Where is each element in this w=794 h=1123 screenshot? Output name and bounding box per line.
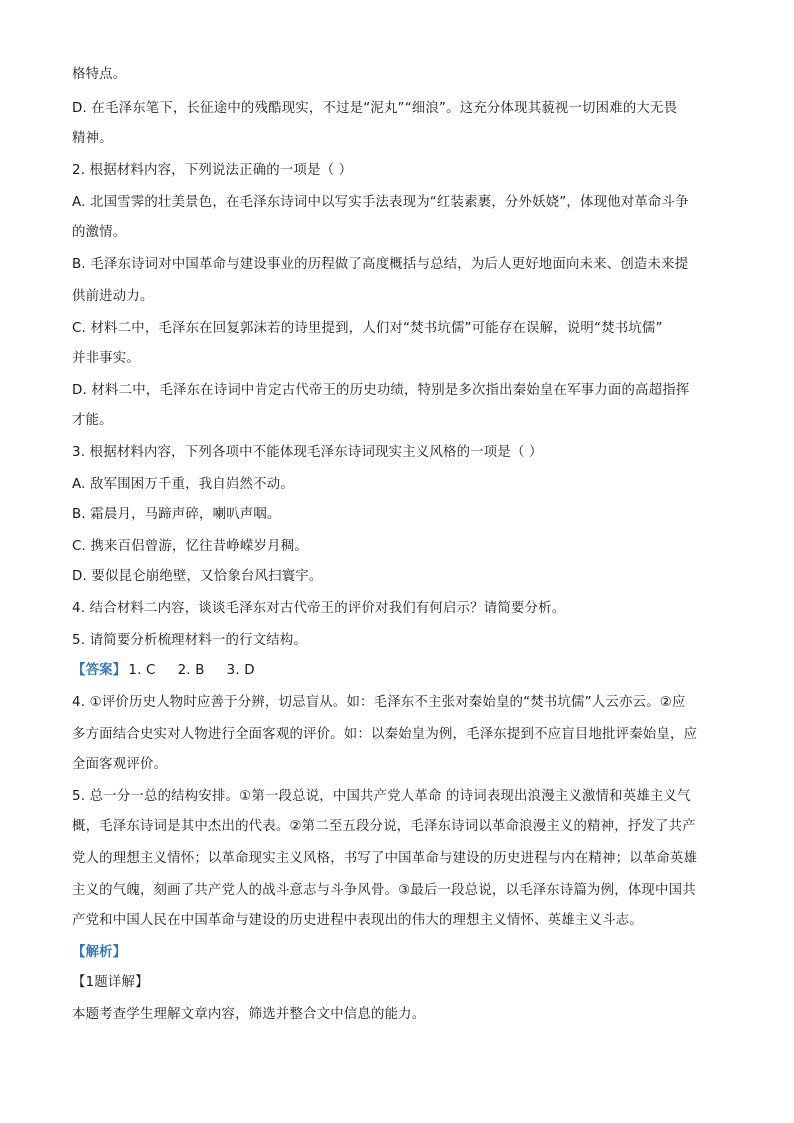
text-line: 全面客观评价。 (72, 757, 168, 772)
text-line: 党人的理想主义情怀；以革命现实主义风格，书写了中国革命与建设的历史进程与内在精神；以革命英雄 (72, 851, 698, 866)
option-d-line: D. 材料二中，毛泽东在诗词中肯定古代帝王的历史功绩，特别是多次指出秦始皇在军事力面的高超指挥 (72, 383, 690, 398)
text-line: 多方面结合史实对人物进行全面客观的评价。如：以秦始皇为例，毛泽东提到不应盲目地批评秦始皇，应 (72, 727, 698, 742)
text-line: 精神。 (72, 131, 113, 146)
option-b-line: B. 霜晨月，马蹄声碎，喇叭声咽。 (72, 507, 281, 522)
answer-label: 【答案】 (72, 663, 127, 678)
option-a-line: A. 敌军围困万千重，我自岿然不动。 (72, 477, 294, 492)
option-d-line: D. 要似昆仑崩绝壁，又恰象台风扫寰宇。 (72, 569, 323, 584)
detail-heading: 【1题详解】 (72, 975, 149, 990)
answer-1: 1. C (128, 663, 156, 678)
option-a-line: A. 北国雪霁的壮美景色，在毛泽东诗词中以写实手法表现为“红装素裹，分外妖娆”，体现他对革命斗争 (72, 195, 689, 210)
option-b-line: B. 毛泽东诗词对中国革命与建设事业的历程做了高度概括与总结，为后人更好地面向未来、创造未来提 (72, 257, 689, 272)
text-line: 概，毛泽东诗词是其中杰出的代表。②第二至五段分说，毛泽东诗词以革命浪漫主义的精神，抒发了共产 (72, 819, 696, 834)
answer-line (72, 662, 732, 680)
text-line: 主义的气魄，刻画了共产党人的战斗意志与斗争风骨。③最后一段总说，以毛泽东诗篇为例，体现中国共 (72, 883, 696, 898)
option-d-line: D. 在毛泽东笔下，长征途中的残酷现实，不过是“泥丸”“细浪”。这充分体现其藐视一切困难的大无畏 (72, 101, 678, 116)
answer-4-line: 4. ①评价历史人物时应善于分辨，切忌盲从。如：毛泽东不主张对秦始皇的“焚书坑儒”人云亦云。②应 (72, 695, 686, 710)
question-2: 2. 根据材料内容，下列说法正确的一项是（ ） (72, 163, 353, 178)
option-c-line: C. 携来百侣曾游，忆往昔峥嵘岁月稠。 (72, 539, 308, 554)
text-line: 供前进动力。 (72, 289, 154, 304)
analysis-heading: 【解析】 (72, 945, 127, 960)
option-c-line: C. 材料二中，毛泽东在回复郭沫若的诗里提到，人们对“焚书坑儒”可能存在误解，说明“焚书坑儒” (72, 321, 663, 336)
answer-values (128, 663, 276, 678)
text-line: 产党和中国人民在中国革命与建设的历史进程中表现出的伟大的理想主义情怀、英雄主义斗志。 (72, 913, 643, 928)
question-4: 4. 结合材料二内容，谈谈毛泽东对古代帝王的评价对我们有何启示？请简要分析。 (72, 601, 566, 616)
question-3: 3. 根据材料内容，下列各项中不能体现毛泽东诗词现实主义风格的一项是（ ） (72, 445, 543, 460)
answer-5-line: 5. 总一分一总的结构安排。①第一段总说，中国共产党人革命 的诗词表现出浪漫主义激情和英雄主义气 (72, 789, 691, 804)
question-5: 5. 请简要分析梳理材料一的行文结构。 (72, 633, 308, 648)
text-line: 的激情。 (72, 225, 127, 240)
text-line: 格特点。 (72, 67, 127, 82)
text-line: 并非事实。 (72, 351, 140, 366)
answer-3: 3. D (226, 663, 255, 678)
text-line: 才能。 (72, 413, 113, 428)
detail-text: 本题考查学生理解文章内容，筛选并整合文中信息的能力。 (72, 1007, 426, 1022)
answer-2: 2. B (177, 663, 205, 678)
